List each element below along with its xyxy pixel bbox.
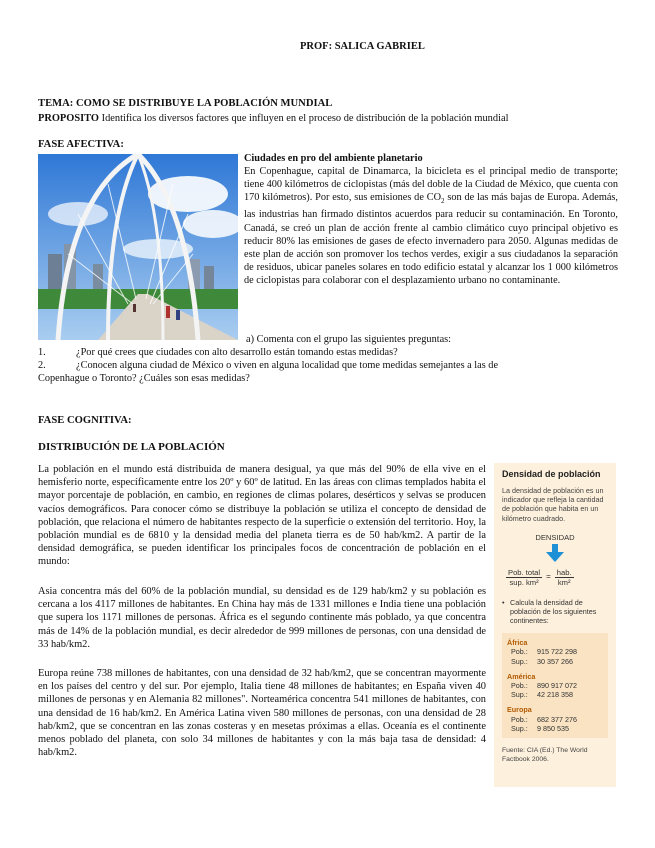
continent-pob: Pob.: 890 917 072 [511, 681, 577, 691]
paragraph-europe-america: Europa reúne 738 millones de habitantes, con una densidad de 32 hab/km2, que se concentran mayormente en los países del centro y del sur. Por ejemplo, Italia tiene 48 millones de habitantes; en España viven 40 millones de personas y en Alemania 82 millones". Norteamérica concentra 541 millones de habitantes, con una densidad de 16 hab/km2. En América Latina viven 580 millones de personas, con una densidad de 28 hab/km2, que se concentran en las zonas costeras y en mesetas próximas a ellas. Oceanía es el continente menos poblado del planeta, con solo 34 millones de habitantes y con la más baja tasa de densidad: 4 hab/km2. [38, 668, 486, 759]
question-text: ¿Por qué crees que ciudades con alto desarrollo están tomando estas medidas? [76, 347, 398, 359]
unit-fraction [555, 568, 574, 587]
paragraph-asia-africa: Asia concentra más del 60% de la población mundial, su densidad es de 129 hab/km2 y su población es cercana a los 4117 millones de habitantes. En China hay más de 1331 millones e India tiene una población que supera los 1171 millones de personas. África es el segundo continente más poblado, ya que concentra más de 14% de la población mundial, es decir alrededor de 999 millones de personas, con una densidad de 33 hab/km2. [38, 586, 486, 650]
purpose-text: Identifica los diversos factores que influyen en el proceso de distribución de la población mundial [99, 113, 509, 124]
purpose-line [38, 112, 618, 125]
question-continuation: Copenhague o Toronto? ¿Cuáles son esas medidas? [38, 373, 250, 385]
continent-name: África [507, 638, 528, 648]
sidebar-definition: La densidad de población es un indicador que refleja la cantidad de población que habita en un kilómetro cuadrado. [502, 486, 604, 523]
continent-pob: Pob.: 915 722 298 [511, 647, 577, 657]
sidebar-source: Fuente: CIA (Ed.) The World Factbook 2006. [502, 747, 588, 764]
question-text: ¿Conocen alguna ciudad de México o viven en alguna localidad que tome medidas semejantes a las de [76, 360, 499, 372]
unit-denominator: km² [557, 578, 571, 588]
affective-phase-heading: FASE AFECTIVA: [38, 139, 124, 150]
formula-fraction [506, 568, 542, 587]
article-title: Ciudades en pro del ambiente planetario [244, 153, 423, 164]
teacher-header: PROF: SALICA GABRIEL [300, 41, 425, 52]
down-arrow-icon [546, 544, 564, 564]
continent-sup: Sup.: 42 218 358 [511, 690, 573, 700]
density-label: DENSIDAD [535, 532, 575, 542]
discussion-questions [38, 333, 618, 385]
exercise-text: Calcula la densidad de población de los siguientes continentes: [510, 597, 597, 626]
bridge-photo [38, 154, 238, 340]
continent-data-box [502, 633, 608, 738]
continent-sup: Sup.: 30 357 266 [511, 656, 573, 666]
purpose-label: PROPOSITO [38, 113, 100, 124]
section-title: DISTRIBUCIÓN DE LA POBLACIÓN [38, 441, 225, 453]
continent-sup: Sup.: 9 850 535 [511, 723, 569, 733]
article-body-part2: son de las más bajas de Europa. Además, las industrias han firmado distintos acuerdos para reducir su contaminación. En Toronto, Canadá, se creó un plan de acción frente al cambio climático cuyo principal objetivo es reducir 80% las emisiones de gases de efecto invernadero para 2050. Algunas medidas de este plan de acción son promover los techos verdes, exigir a sus ciudadanos la separación de residuos, ubicar paneles solares en todo edificio estatal y alcanzar los 1 000 kilómetros de ciclopistas para colaborar con el desplazamiento urbano no contaminante. [244, 192, 618, 286]
sidebar-title: Densidad de población [502, 469, 601, 479]
formula-equals: = [546, 572, 551, 582]
unit-numerator: hab. [556, 568, 572, 578]
topic-title: TEMA: COMO SE DISTRIBUYE LA POBLACIÓN MUNDIAL [38, 98, 333, 109]
sidebar-exercise [502, 598, 608, 626]
density-sidebar [494, 463, 616, 787]
questions-intro: a) Comenta con el grupo las siguientes preguntas: [246, 334, 452, 345]
continent-pob: Pob.: 682 377 276 [511, 714, 577, 724]
density-formula [506, 568, 608, 587]
question-number: 2. [38, 360, 46, 372]
question-item [38, 359, 618, 372]
continent-name: Europa [507, 705, 532, 715]
bullet-icon: • [502, 597, 505, 607]
question-number: 1. [38, 347, 46, 359]
article [244, 152, 618, 287]
question-item [38, 346, 618, 359]
continent-name: América [507, 671, 536, 681]
paragraph-intro: La población en el mundo está distribuida de manera desigual, ya que más del 90% de ella vive en el hemisferio norte, específicamente entre los 20º y 60º de latitud. En las áreas con climas templados habita el mayor porcentaje de población, en cambio, en regiones de climas polares, desérticos y selvas se producen vacíos demográficos. Para conocer cómo se distribuye la población se utiliza el concepto de densidad de población, que relaciona el número de habitantes respecto de la superficie o extensión del territorio. Hoy, la población mundial es de 6810 y la densidad media del planeta tierra es de 50 hab/km2. A partir de la densidad demográfica, se pueden identificar los principales focos de concentración de población en el mundo: [38, 464, 486, 568]
formula-denominator: sup. km² [509, 578, 539, 588]
article-body-part1: En Copenhague, capital de Dinamarca, la bicicleta es el principal medio de transporte; tiene 400 kilómetros de ciclopistas (más del doble de la Ciudad de México, que cuenta con 170 kilómetros). Por esto, sus emisiones de CO [244, 166, 619, 204]
cognitive-phase-heading: FASE COGNITIVA: [38, 415, 132, 426]
co2-subscript: 2 [441, 197, 445, 206]
formula-numerator: Pob. total [508, 568, 541, 578]
